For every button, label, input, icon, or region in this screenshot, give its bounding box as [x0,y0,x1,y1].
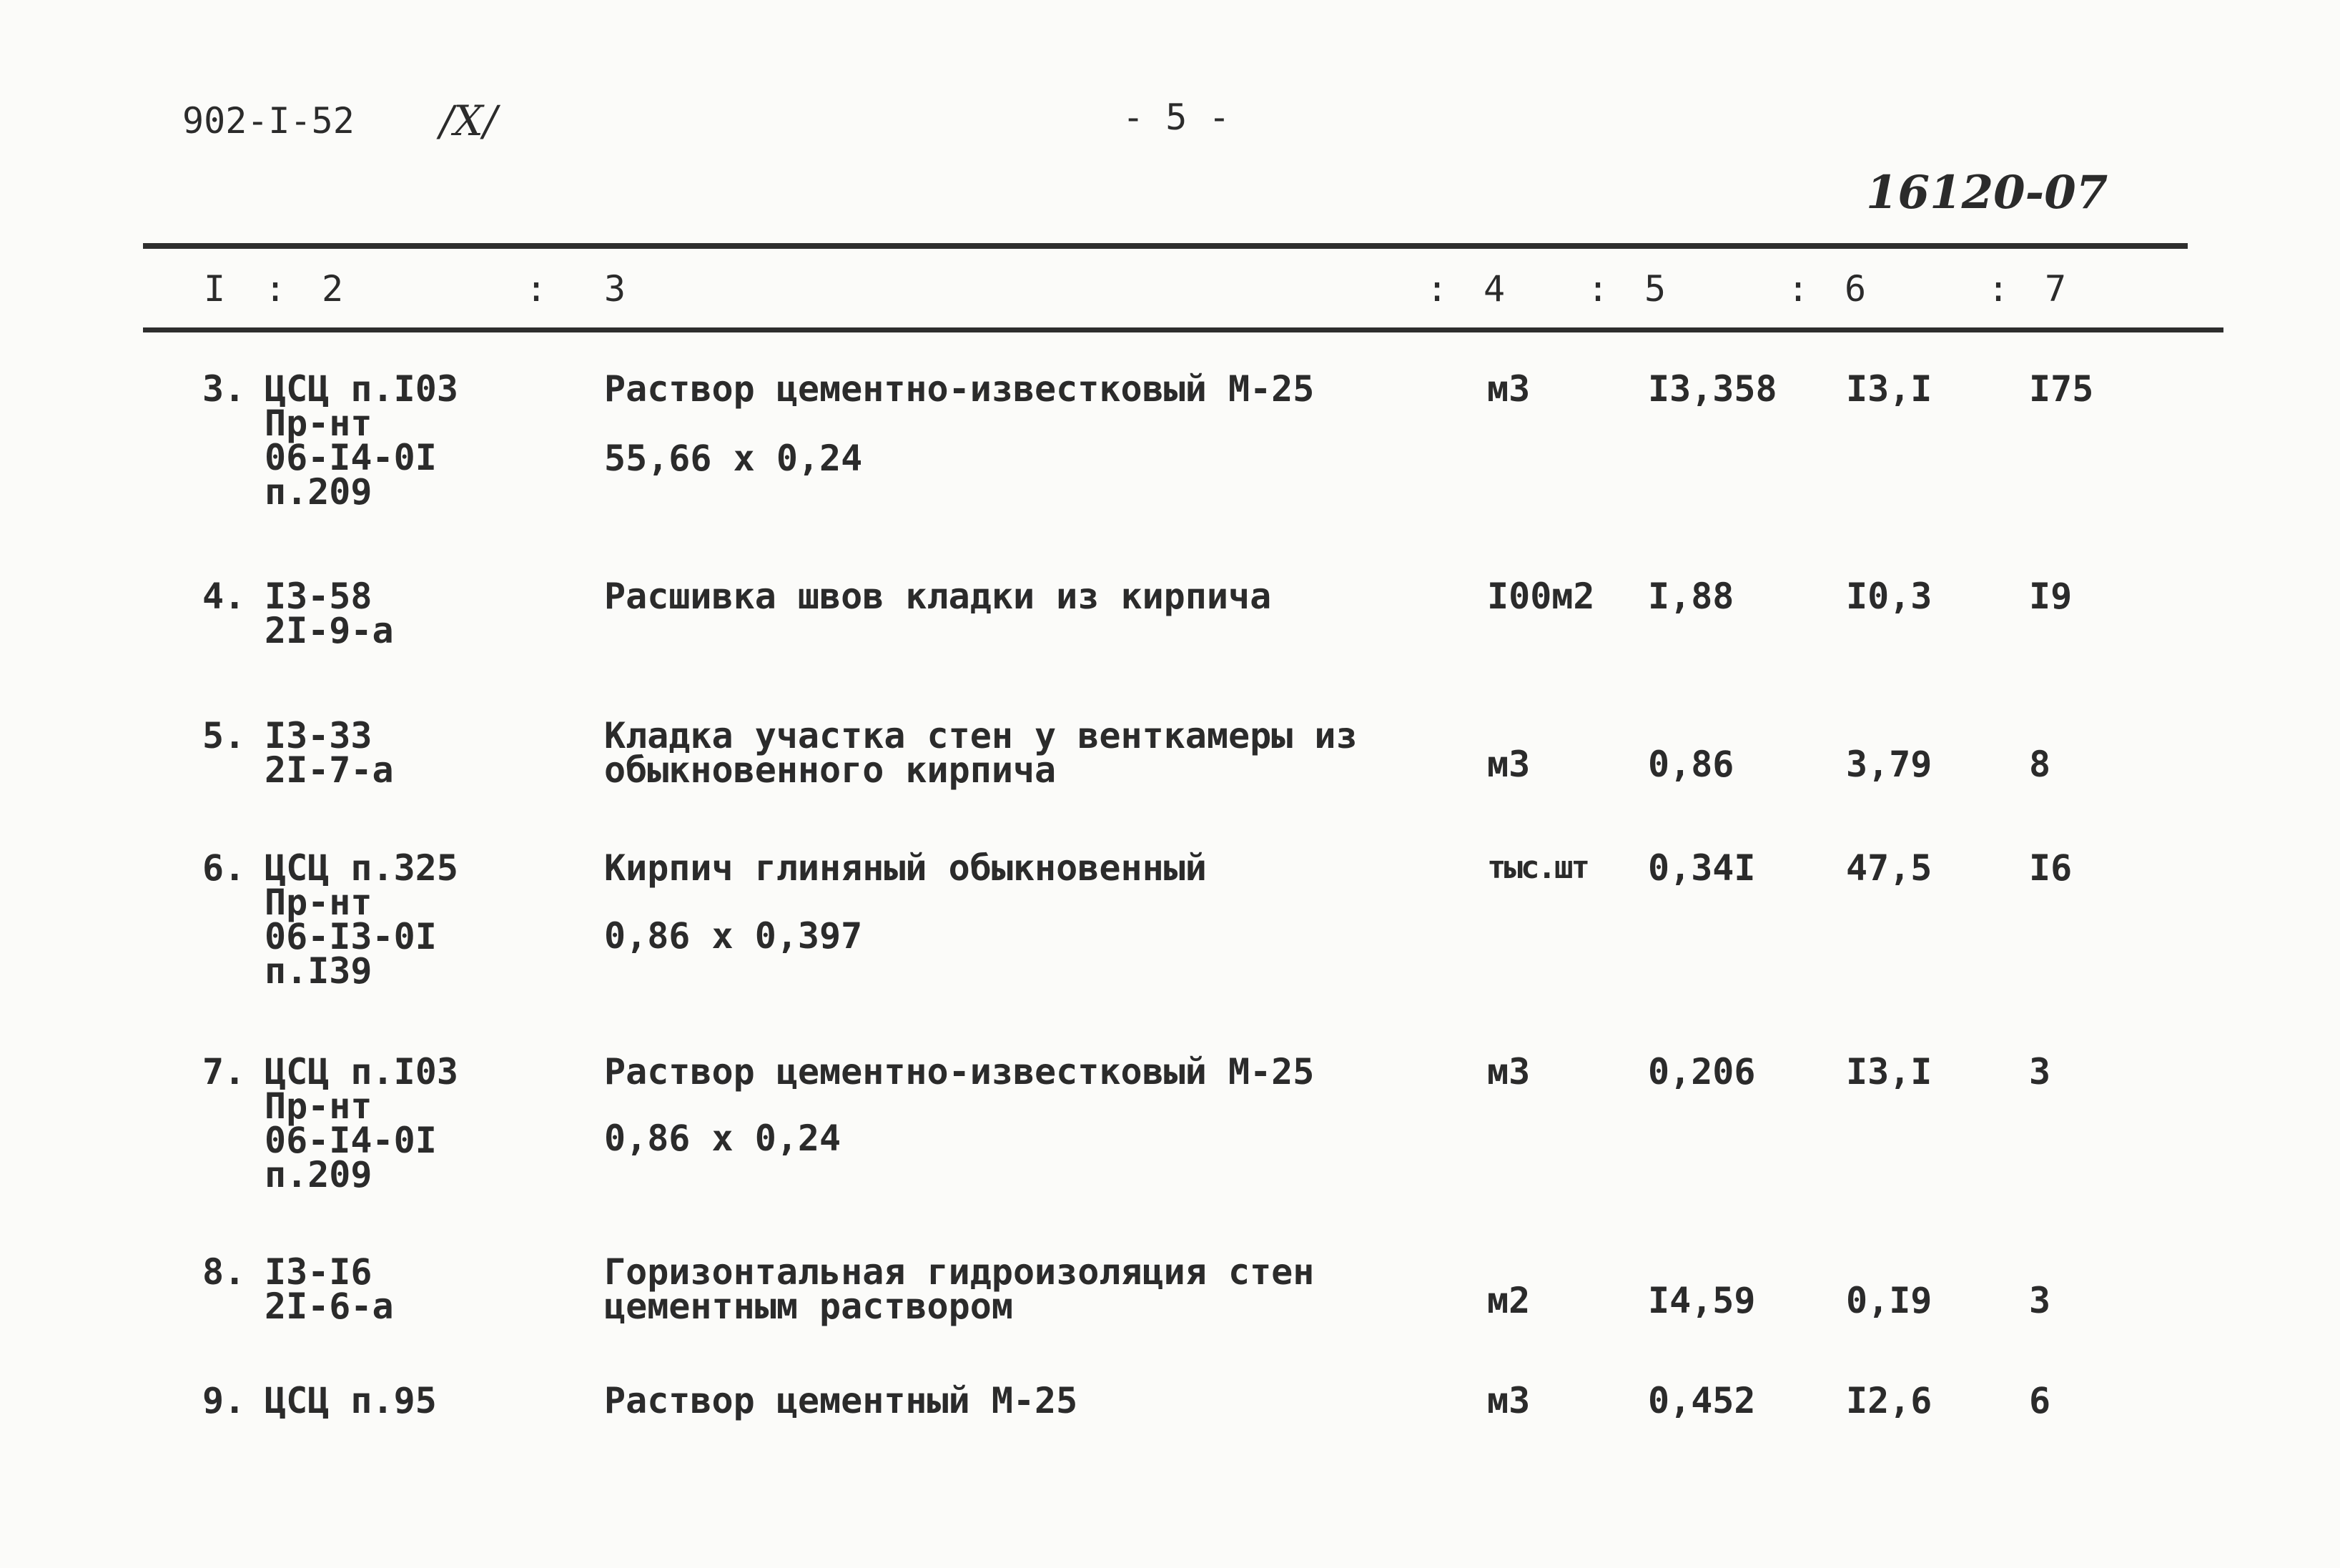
row-description: Кладка участка стен у венткамеры из обыкновенного кирпича [604,715,1358,791]
column-separator: : [1587,268,1609,310]
column-number: 5 [1644,268,1667,310]
row-total: I75 [2029,368,2094,410]
row-number: 3. [202,368,246,410]
row-reference: ЦСЦ п.325 Пр-нт 06-I3-0I п.I39 [265,847,458,992]
archive-number: 16120-07 [1866,166,2108,220]
row-quantity: 0,86 [1648,744,1734,785]
column-separator: : [525,268,548,310]
row-unit: м3 [1487,1051,1531,1093]
row-reference: ЦСЦ п.95 [265,1380,437,1421]
row-description: Кирпич глиняный обыкновенный [604,847,1207,889]
row-description: Горизонтальная гидроизоляция стен цементным раствором [604,1251,1315,1327]
row-number: 4. [202,576,246,617]
row-reference: I3-58 2I-9-а [265,576,394,651]
row-number: 7. [202,1051,246,1093]
row-quantity: 0,452 [1648,1380,1756,1421]
page-number: - 5 - [1122,97,1230,138]
row-reference: ЦСЦ п.I03 Пр-нт 06-I4-0I п.209 [265,368,458,513]
row-total: 3 [2029,1051,2051,1093]
column-separator: : [1787,268,1810,310]
row-unit-price: I3,I [1846,368,1932,410]
document-mark: /X/ [440,97,498,145]
row-reference: ЦСЦ п.I03 Пр-нт 06-I4-0I п.209 [265,1051,458,1195]
row-unit: м2 [1487,1280,1531,1321]
row-number: 5. [202,715,246,756]
row-calculation: 55,66 x 0,24 [604,438,863,479]
row-total: I6 [2029,847,2073,889]
row-calculation: 0,86 x 0,397 [604,915,863,957]
row-reference: I3-33 2I-7-а [265,715,394,791]
column-number: 4 [1484,268,1506,310]
row-quantity: I3,358 [1648,368,1777,410]
column-separator: : [1426,268,1448,310]
row-unit: тыс.шт [1487,849,1588,886]
row-unit-price: I3,I [1846,1051,1932,1093]
row-unit-price: I0,3 [1846,576,1932,617]
row-unit: м3 [1487,1380,1531,1421]
column-number: 3 [604,268,626,310]
table-top-rule [143,243,2188,249]
row-unit: м3 [1487,744,1531,785]
row-unit: м3 [1487,368,1531,410]
row-unit: I00м2 [1487,576,1595,617]
document-code: 902-I-52 [182,100,355,142]
column-number: 6 [1845,268,1867,310]
row-total: 8 [2029,744,2051,785]
row-total: 3 [2029,1280,2051,1321]
row-quantity: I,88 [1648,576,1734,617]
column-number: I [204,268,226,310]
row-total: 6 [2029,1380,2051,1421]
row-quantity: I4,59 [1648,1280,1756,1321]
row-quantity: 0,34I [1648,847,1756,889]
row-total: I9 [2029,576,2073,617]
row-description: Раствор цементный М-25 [604,1380,1078,1421]
row-number: 9. [202,1380,246,1421]
row-reference: I3-I6 2I-6-а [265,1251,394,1327]
row-number: 8. [202,1251,246,1293]
row-calculation: 0,86 x 0,24 [604,1118,841,1159]
column-number: 7 [2045,268,2067,310]
column-separator: : [1988,268,2010,310]
row-unit-price: 3,79 [1846,744,1932,785]
column-number: 2 [322,268,344,310]
row-number: 6. [202,847,246,889]
table-header-rule [143,327,2223,332]
row-unit-price: 47,5 [1846,847,1932,889]
row-description: Расшивка швов кладки из кирпича [604,576,1272,617]
row-unit-price: 0,I9 [1846,1280,1932,1321]
row-description: Раствор цементно-известковый М-25 [604,368,1315,410]
row-quantity: 0,206 [1648,1051,1756,1093]
column-separator: : [265,268,287,310]
row-unit-price: I2,6 [1846,1380,1932,1421]
row-description: Раствор цементно-известковый М-25 [604,1051,1315,1093]
